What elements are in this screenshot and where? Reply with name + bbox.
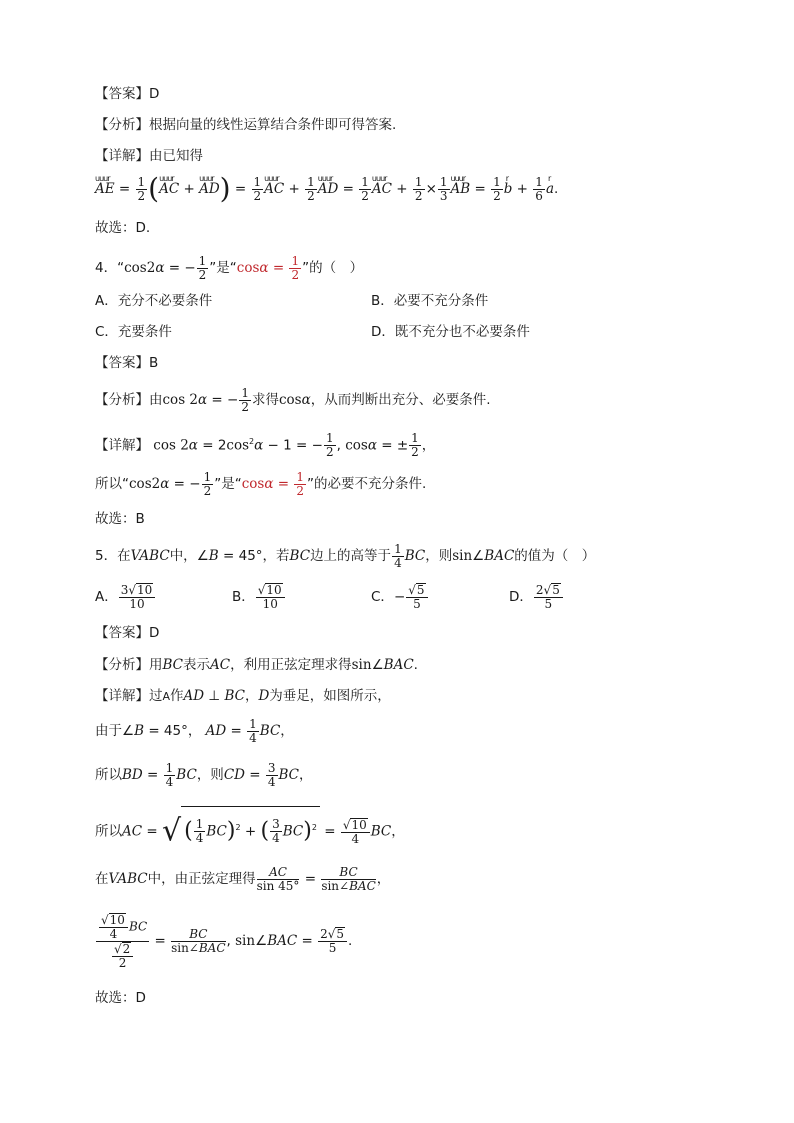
q5-sine-rule-line: 在VABC中，由正弦定理得 $\frac{AC}{\sin 45^\circ}$ = $\frac{BC}{\text{sin∠BAC}}$ ，	[95, 864, 391, 893]
detail-post: 为垂足，如图所示，	[269, 688, 391, 704]
answer-tag: 【答案】	[95, 355, 149, 371]
detail-tag: 【详解】	[95, 688, 149, 704]
q4-detail-line: 【详解】 $\cos 2\alpha = 2\cos^2\alpha - 1$ = − $\frac{1}{2}$ , cosα = ± $\frac{1}{2}$ ，	[95, 431, 436, 459]
conclusion-text: 故选：B	[95, 511, 145, 527]
q4-answer-line	[95, 353, 158, 373]
option-label: D．	[509, 589, 533, 605]
option-label: C．	[371, 589, 394, 605]
analysis-post: .	[413, 657, 418, 673]
q3-analysis-line	[95, 115, 396, 135]
q4-stem: 4．“cos2α = − $\frac{1}{2}$ ”是“cosα = $\frac{1}{2}$ ”的（ ）	[95, 253, 364, 282]
analysis-text: 根据向量的线性运算结合条件即可得答案.	[149, 117, 397, 133]
q4-so-line: 所以“cos2α = − $\frac{1}{2}$ ”是“cosα = $\frac{1}{2}$ ”的必要不充分条件.	[95, 469, 427, 498]
q4-analysis-line: 【分析】由cos 2α = − $\frac{1}{2}$ 求得cosα，从而判断出充分、必要条件.	[95, 385, 491, 414]
so-mid: ”是“	[214, 476, 242, 492]
q5-option-c[interactable]: C．− $\frac{√5}{5}$	[371, 580, 429, 614]
q5-detail-line: 【详解】过A作AD ⊥ BC，D为垂足，如图所示，	[95, 688, 391, 704]
q4-option-d[interactable]: D．既不充分也不必要条件	[371, 324, 530, 340]
so-text: 所以	[95, 823, 122, 840]
q5-bd-line: 所以BD = $\frac{1}{4}$ BC，则CD = $\frac{3}{4}$ BC，	[95, 760, 313, 789]
answer-value: B	[149, 355, 159, 371]
analysis-pre: 由	[149, 392, 163, 408]
in-text: 在	[95, 871, 109, 887]
detail-tag: 【详解】	[95, 437, 149, 454]
answer-tag: 【答案】	[95, 625, 149, 641]
detail-text: 由已知得	[149, 148, 203, 164]
q5-option-d[interactable]: D． $\frac{2√5}{5}$	[509, 580, 564, 614]
q5-option-a[interactable]: A． $\frac{3√10}{10}$	[95, 580, 156, 614]
q5-answer-line	[95, 623, 159, 643]
sine-rule-text: 中，由正弦定理得	[147, 871, 256, 887]
then-text: ，则	[196, 767, 224, 783]
q4-stem-suffix: ”的（ ）	[302, 260, 364, 276]
comma: ，	[187, 723, 202, 739]
q5-since-line: 由于∠B = 45°， AD = $\frac{1}{4}$ BC，	[95, 716, 294, 745]
detail-mid2: ，	[244, 688, 259, 704]
conclusion-text: 故选：D.	[95, 220, 151, 236]
q4-stem-mid: ”是“	[209, 260, 237, 276]
so-text: 所以	[95, 767, 122, 783]
q4-stem-prefix: 4．“	[95, 260, 125, 276]
q5-final-line: $\frac{√10}{4}$ BC $\frac{√2}{2}$ = $\frac{BC}{\text{sin∠BAC}}$ , sin∠BAC = $\frac{2√5}{5}$ .	[95, 906, 352, 976]
detail-pre: 过	[149, 688, 163, 704]
answer-value: D	[149, 86, 160, 102]
analysis-mid2: ，利用正弦定理求得	[230, 657, 352, 673]
answer-value: D	[149, 625, 160, 641]
q5-ac-line: 所以AC = √ ( $\frac{1}{4}$ BC)$^2$ + ( $\frac{3}{4}$ BC)$^2$ = $\frac{√10}{4}$ BC，	[95, 806, 405, 853]
q5-analysis-line: 【分析】用BC表示AC，利用正弦定理求得sin∠BAC.	[95, 657, 418, 673]
q3-conclusion	[95, 218, 150, 238]
since-text: 由于	[95, 723, 122, 739]
q5-stem-mid2: ，若	[262, 548, 290, 564]
q3-formula: uuur AE = $\frac{1}{2}$ (uuur AC + uuur AD) = $\frac{1}{2}$ uuur AC + $\frac{1}{2}$ uuur AD = $\frac{1}{2}$ uuur AC + $\frac{1}{2}$ × $\frac{1}{3}$ uuur AB = $\frac{1}{2}$ r b + $\frac{1}{6}$ r a.	[95, 174, 558, 204]
q4-conclusion	[95, 509, 145, 529]
analysis-mid: 表示	[183, 657, 211, 673]
q4-option-b[interactable]: B．必要不充分条件	[371, 293, 489, 309]
answer-tag: 【答案】	[95, 86, 149, 102]
option-label: B．	[232, 589, 255, 605]
so-pre: 所以“	[95, 476, 129, 492]
q3-detail-line	[95, 146, 203, 166]
q5-stem-mid3: 边上的高等于	[310, 548, 392, 564]
q3-answer-line	[95, 84, 159, 104]
analysis-tag: 【分析】	[95, 117, 149, 133]
conclusion-text: 故选：D	[95, 990, 146, 1006]
analysis-post: ，从而判断出充分、必要条件.	[310, 392, 491, 408]
q5-stem-mid4: ，则	[425, 548, 453, 564]
q4-option-c[interactable]: C．充要条件	[95, 324, 172, 340]
analysis-tag: 【分析】	[95, 392, 149, 408]
analysis-pre: 用	[149, 657, 163, 673]
detail-mid: 作	[170, 688, 184, 704]
so-post: ”的必要不充分条件.	[307, 476, 427, 492]
q5-conclusion	[95, 988, 146, 1008]
detail-tag: 【详解】	[95, 148, 149, 164]
q5-stem-prefix: 5．在	[95, 548, 131, 564]
analysis-mid: 求得	[251, 392, 279, 408]
analysis-tag: 【分析】	[95, 657, 149, 673]
q5-stem-mid1: 中，	[169, 548, 197, 564]
q5-stem: 5．在VABC中，∠B = 45°，若BC边上的高等于 $\frac{1}{4}$ BC，则sin∠BAC的值为（ ）	[95, 541, 596, 570]
option-label: A．	[95, 589, 118, 605]
q5-option-b[interactable]: B． $\frac{√10}{10}$	[232, 580, 286, 614]
q5-stem-suffix: 的值为（ ）	[514, 548, 596, 564]
q4-option-a[interactable]: A．充分不必要条件	[95, 293, 213, 309]
detail-point-a: A	[162, 690, 171, 703]
